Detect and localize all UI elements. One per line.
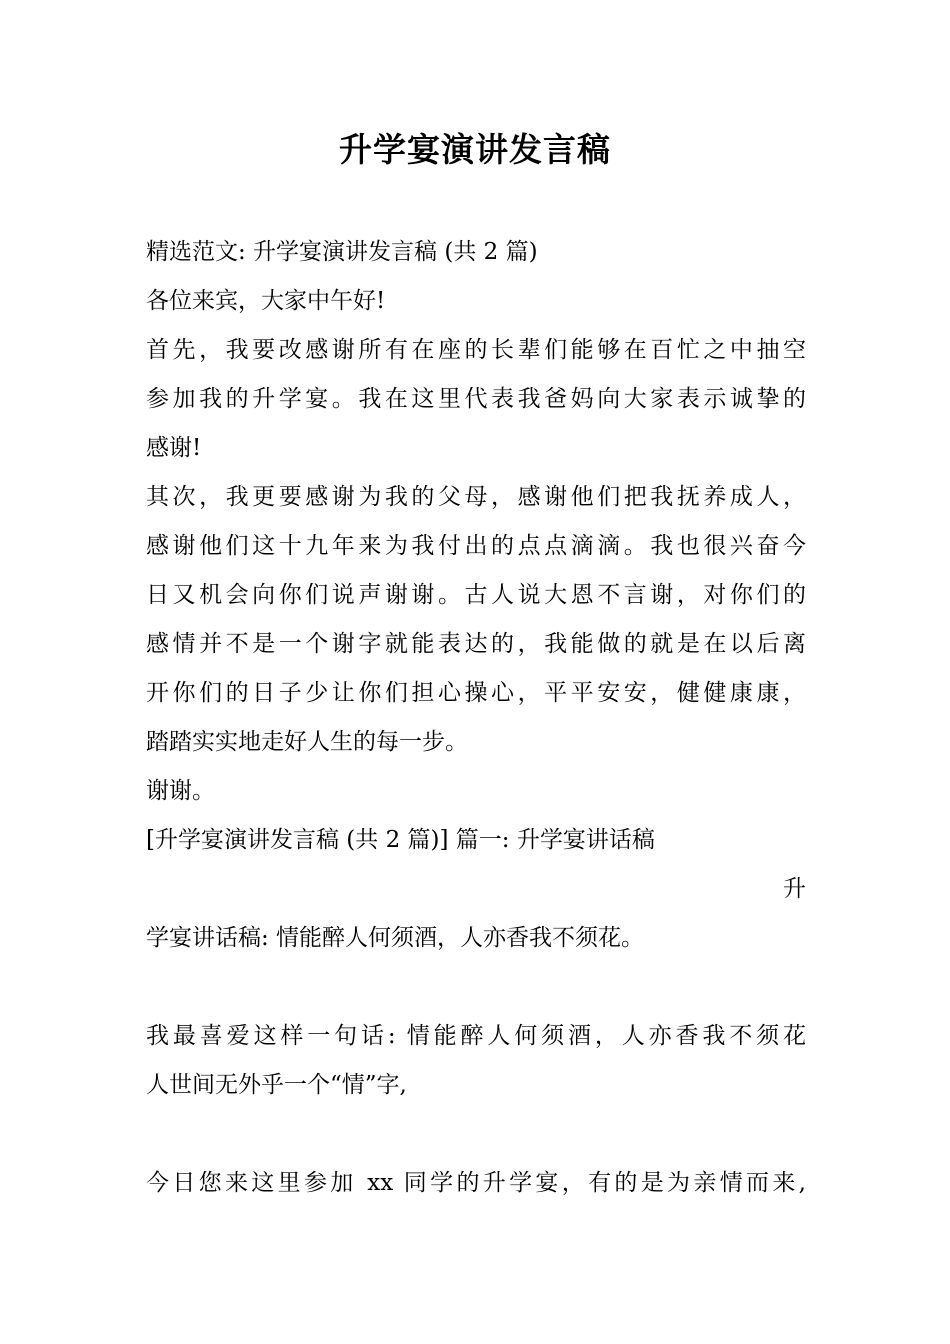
document-title: 升学宴演讲发言稿 bbox=[339, 130, 611, 169]
paragraph-gap bbox=[146, 963, 806, 1012]
text-line: 参加我的升学宴。我在这里代表我爸妈向大家表示诚挚的 bbox=[146, 386, 806, 412]
text-line: [升学宴演讲发言稿 (共 2 篇)] 篇一: 升学宴讲话稿 bbox=[146, 827, 655, 853]
text-line: 精选范文: 升学宴演讲发言稿 (共 2 篇) bbox=[146, 239, 538, 265]
text-line: 感情并不是一个谢字就能表达的，我能做的就是在以后离 bbox=[146, 631, 806, 657]
text-line: 感谢他们这十九年来为我付出的点点滴滴。我也很兴奋今 bbox=[146, 533, 806, 559]
text-line: 各位来宾，大家中午好! bbox=[146, 288, 386, 314]
paragraph-gap bbox=[146, 1110, 806, 1159]
text-line: 开你们的日子少让你们担心操心，平平安安，健健康康， bbox=[146, 680, 806, 706]
text-line: 人世间无外乎一个“情”字, bbox=[146, 1072, 407, 1098]
text-line: 学宴讲话稿: 情能醉人何须酒，人亦香我不须花。 bbox=[146, 925, 645, 951]
text-line: 我最喜爱这样一句话: 情能醉人何须酒，人亦香我不须花 bbox=[146, 1023, 806, 1049]
text-line: 踏踏实实地走好人生的每一步。 bbox=[146, 729, 468, 755]
text-line: 日又机会向你们说声谢谢。古人说大恩不言谢，对你们的 bbox=[146, 582, 806, 608]
text-line: 升 bbox=[783, 876, 806, 902]
text-line: 今日您来这里参加 xx 同学的升学宴，有的是为亲情而来, bbox=[146, 1170, 806, 1196]
text-line: 感谢! bbox=[146, 435, 202, 461]
text-line: 首先，我要改感谢所有在座的长辈们能够在百忙之中抽空 bbox=[146, 337, 806, 363]
text-line: 谢谢。 bbox=[146, 778, 215, 804]
document-body bbox=[146, 228, 806, 1208]
text-line: 其次，我更要感谢为我的父母，感谢他们把我抚养成人， bbox=[146, 484, 806, 510]
